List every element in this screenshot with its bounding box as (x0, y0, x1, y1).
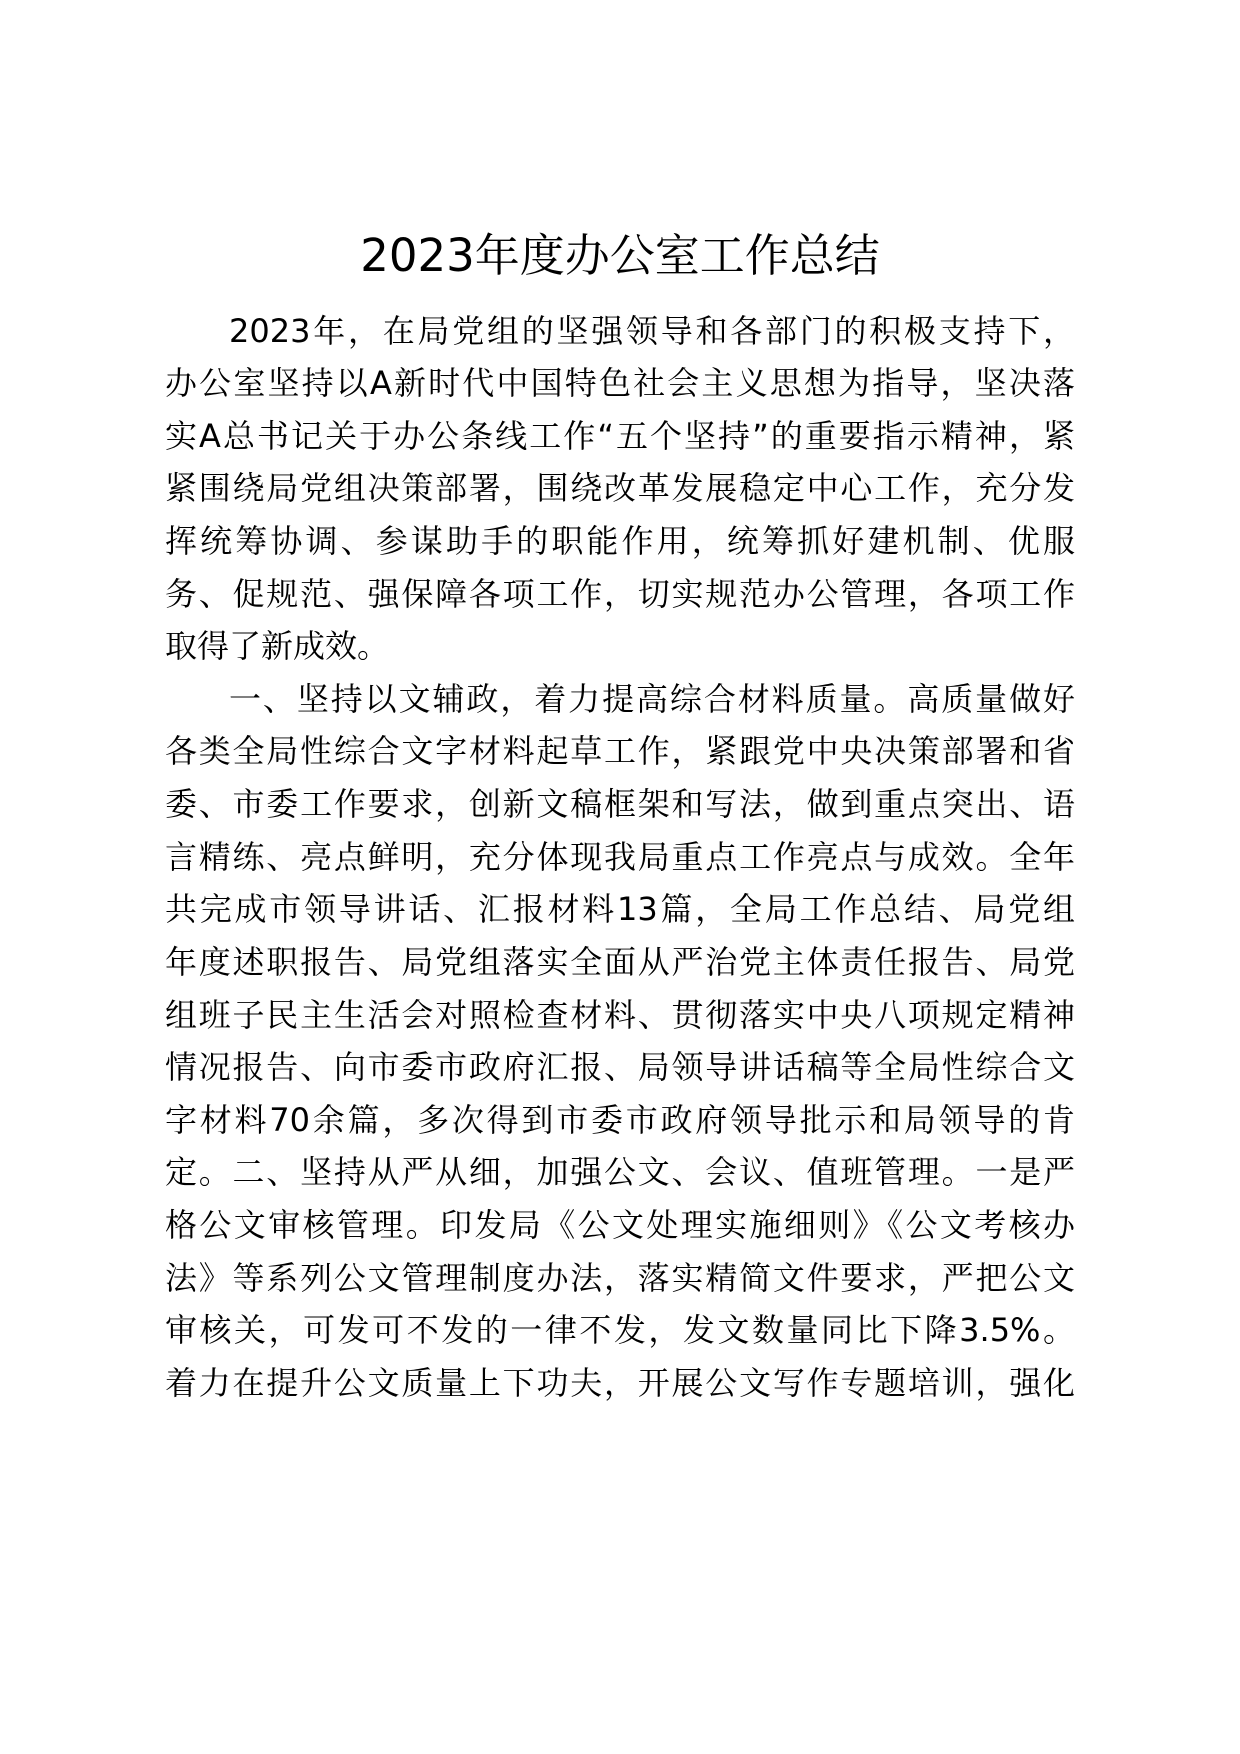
paragraph-line: 审核关，可发可不发的一律不发，发文数量同比下降3.5%。 (165, 1311, 1075, 1349)
paragraph-line: 格公文审核管理。印发局《公文处理实施细则》《公文考核办 (165, 1206, 1075, 1244)
paragraph-line: 定。二、坚持从严从细，加强公文、会议、值班管理。一是严 (165, 1153, 1075, 1191)
document-title: 2023年度办公室工作总结 (360, 229, 880, 282)
paragraph-line: 一、坚持以文辅政，着力提高综合材料质量。高质量做好 (229, 680, 1075, 718)
paragraph-line: 实A总书记关于办公条线工作“五个坚持”的重要指示精神，紧 (165, 417, 1075, 455)
paragraph-line: 挥统筹协调、参谋助手的职能作用，统筹抓好建机制、优服 (165, 522, 1075, 560)
paragraph-line: 共完成市领导讲话、汇报材料13篇，全局工作总结、局党组 (165, 890, 1075, 928)
paragraph-line: 法》等系列公文管理制度办法，落实精简文件要求，严把公文 (165, 1259, 1075, 1297)
paragraph-line: 情况报告、向市委市政府汇报、局领导讲话稿等全局性综合文 (165, 1048, 1075, 1086)
paragraph-line: 着力在提升公文质量上下功夫，开展公文写作专题培训，强化 (165, 1364, 1075, 1402)
paragraph-line: 办公室坚持以A新时代中国特色社会主义思想为指导，坚决落 (165, 364, 1075, 402)
paragraph-line: 年度述职报告、局党组落实全面从严治党主体责任报告、局党 (165, 943, 1075, 981)
paragraph-line: 字材料70余篇，多次得到市委市政府领导批示和局领导的肯 (165, 1101, 1075, 1139)
paragraph-line: 2023年，在局党组的坚强领导和各部门的积极支持下， (229, 312, 1075, 350)
paragraph-line: 组班子民主生活会对照检查材料、贯彻落实中央八项规定精神 (165, 996, 1075, 1034)
paragraph-line: 委、市委工作要求，创新文稿框架和写法，做到重点突出、语 (165, 785, 1075, 823)
paragraph-line: 务、促规范、强保障各项工作，切实规范办公管理，各项工作 (165, 575, 1075, 613)
paragraph-line: 言精练、亮点鲜明，充分体现我局重点工作亮点与成效。全年 (165, 838, 1075, 876)
paragraph-line: 紧围绕局党组决策部署，围绕改革发展稳定中心工作，充分发 (165, 469, 1075, 507)
paragraph-line: 各类全局性综合文字材料起草工作，紧跟党中央决策部署和省 (165, 732, 1075, 770)
paragraph-line: 取得了新成效。 (165, 627, 390, 665)
